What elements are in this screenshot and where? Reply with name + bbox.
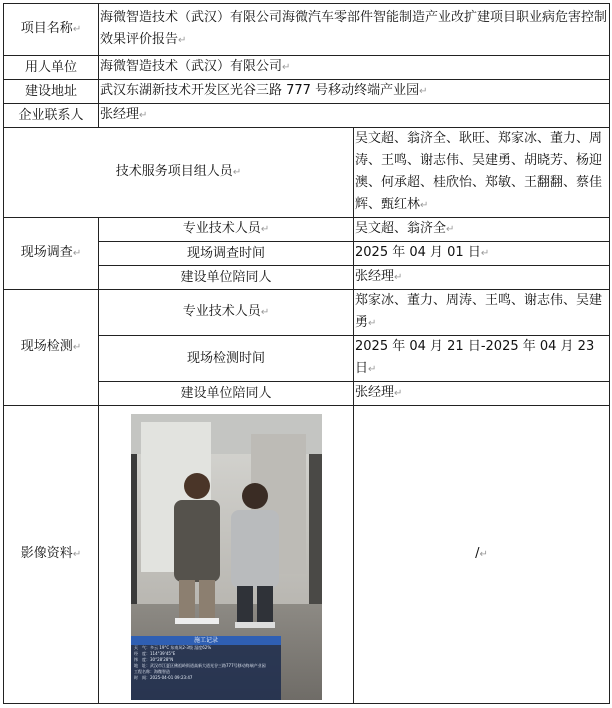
contact-value: 张经理↵ [99, 104, 610, 128]
photo-stamp-line: 时 间：2025-04-01 09:23:47 [134, 675, 193, 680]
employer-value: 海微智造技术（武汉）有限公司↵ [99, 56, 610, 80]
row-team [4, 128, 610, 218]
photo-stamp-line: 经 度：114°39'45"E [134, 651, 176, 656]
address-value: 武汉东湖新技术开发区光谷三路 777 号移动终端产业园↵ [99, 80, 610, 104]
site-photo-cell [99, 406, 354, 704]
testing-time-label: 现场检测时间 [99, 336, 354, 382]
survey-label: 现场调查↵ [4, 218, 99, 290]
row-project-name [4, 4, 610, 56]
project-name-label: 项目名称↵ [4, 4, 99, 56]
photo-stamp-line: 纬 度：30°28'28"N [134, 657, 174, 662]
photo-stamp-line: 地 址：武汉市江夏区佛祖岭街道高新大道光谷三路777号移动终端产业园 [134, 663, 266, 668]
images-label: 影像资料↵ [4, 406, 99, 704]
survey-escort-value: 张经理↵ [354, 266, 610, 290]
survey-escort-label: 建设单位陪同人 [99, 266, 354, 290]
photo-stamp [131, 636, 281, 700]
images-empty-cell: /↵ [354, 406, 610, 704]
survey-staff-label: 专业技术人员↵ [99, 218, 354, 242]
row-employer [4, 56, 610, 80]
testing-escort-value: 张经理↵ [354, 382, 610, 406]
survey-staff-value: 吴文超、翁济全↵ [354, 218, 610, 242]
row-address [4, 80, 610, 104]
survey-time-value: 2025 年 04 月 01 日↵ [354, 242, 610, 266]
row-images [4, 406, 610, 704]
row-contact [4, 104, 610, 128]
team-value: 吴文超、翁济全、耿旺、郑家冰、董力、周涛、王鸣、谢志伟、吴建勇、胡晓芳、杨迎澳、何承超、桂欣怡、郑敏、王翻翻、蔡佳辉、甄红林↵ [354, 128, 610, 218]
project-name-value: 海微智造技术（武汉）有限公司海微汽车零部件智能制造产业改扩建项目职业病危害控制效果评价报告↵ [99, 4, 610, 56]
info-table [3, 3, 610, 704]
survey-time-label: 现场调查时间 [99, 242, 354, 266]
row-testing-staff [4, 290, 610, 336]
photo-stamp-line: 工程名称：海微智造 [134, 669, 170, 674]
testing-label: 现场检测↵ [4, 290, 99, 406]
photo-stamp-line: 天 气：多云 19°C 东南风2-3级 湿度62% [134, 645, 212, 650]
address-label: 建设地址 [4, 80, 99, 104]
row-survey-staff [4, 218, 610, 242]
testing-escort-label: 建设单位陪同人 [99, 382, 354, 406]
contact-label: 企业联系人 [4, 104, 99, 128]
testing-time-value: 2025 年 04 月 21 日-2025 年 04 月 23 日↵ [354, 336, 610, 382]
testing-staff-value: 郑家冰、董力、周涛、王鸣、谢志伟、吴建勇↵ [354, 290, 610, 336]
testing-staff-label: 专业技术人员↵ [99, 290, 354, 336]
employer-label: 用人单位 [4, 56, 99, 80]
team-label: 技术服务项目组人员↵ [4, 128, 354, 218]
site-photo [131, 414, 322, 700]
photo-stamp-title: 施工记录 [193, 637, 218, 644]
